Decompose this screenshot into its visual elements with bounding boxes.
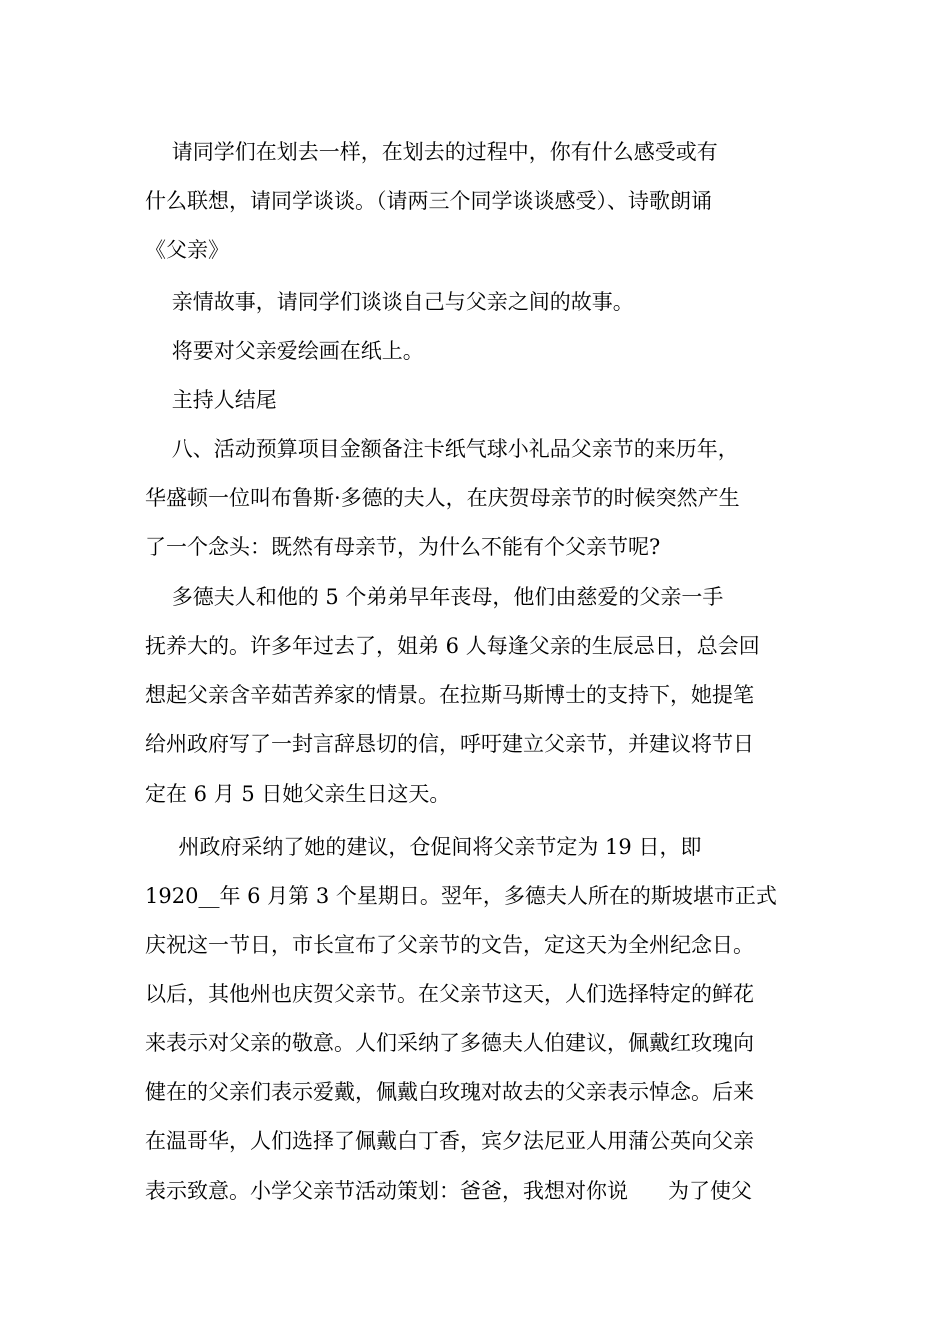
text-line: 定在 6 月 5 日她父亲生日这天。 — [145, 782, 451, 806]
text-line: 在温哥华，人们选择了佩戴白丁香，宾夕法尼亚人用蒲公英向父亲 — [145, 1129, 754, 1153]
text-line: 什么联想，请同学谈谈。（请两三个同学谈谈感受）、诗歌朗诵 — [145, 189, 712, 213]
text-line: 给州政府写了一封言辞恳切的信，呼吁建立父亲节，并建议将节日 — [145, 732, 754, 756]
text-line: 表示致意。小学父亲节活动策划：爸爸，我想对你说 为了使父 — [145, 1179, 753, 1203]
text-line: 将要对父亲爱绘画在纸上。 — [145, 339, 424, 363]
text-line: 多德夫人和他的 5 个弟弟早年丧母，他们由慈爱的父亲一手 — [145, 585, 724, 609]
text-line: 州政府采纳了她的建议，仓促间将父亲节定为 19 日，即 — [145, 835, 702, 859]
text-line: 庆祝这一节日，市长宣布了父亲节的文告，定这天为全州纪念日。 — [145, 933, 754, 957]
text-line: 请同学们在划去一样，在划去的过程中，你有什么感受或有 — [145, 140, 718, 164]
text-line: 主持人结尾 — [145, 388, 277, 412]
text-line: 了一个念头：既然有母亲节，为什么不能有个父亲节呢? — [145, 535, 661, 559]
text-line: 以后，其他州也庆贺父亲节。在父亲节这天，人们选择特定的鲜花 — [145, 982, 754, 1006]
text-line: 想起父亲含辛茹苦养家的情景。在拉斯马斯博士的支持下，她提笔 — [145, 683, 754, 707]
text-line: 华盛顿一位叫布鲁斯·多德的夫人，在庆贺母亲节的时候突然产生 — [145, 486, 740, 510]
text-line: 《父亲》 — [145, 238, 229, 262]
text-line: 八、活动预算项目金额备注卡纸气球小礼品父亲节的来历年， — [145, 437, 739, 461]
text-line: 来表示对父亲的敬意。人们采纳了多德夫人伯建议，佩戴红玫瑰向 — [145, 1031, 754, 1055]
text-line: 抚养大的。许多年过去了，姐弟 6 人每逢父亲的生辰忌日，总会回 — [145, 634, 760, 658]
text-line: 1920__年 6 月第 3 个星期日。翌年，多德夫人所在的斯坡堪市正式 — [145, 884, 777, 908]
text-line: 亲情故事，请同学们谈谈自己与父亲之间的故事。 — [145, 290, 634, 314]
text-line: 健在的父亲们表示爱戴，佩戴白玫瑰对故去的父亲表示悼念。后来 — [145, 1080, 754, 1104]
